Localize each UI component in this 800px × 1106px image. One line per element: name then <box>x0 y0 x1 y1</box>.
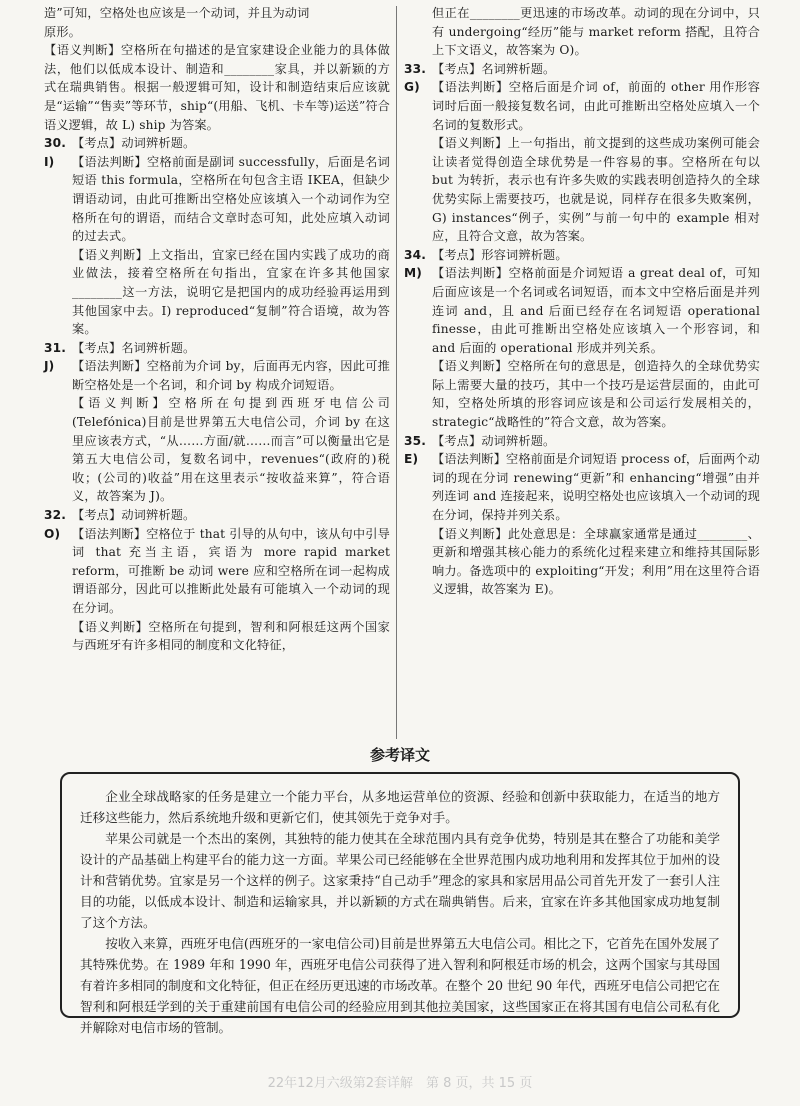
semantic-analysis: 【语义判断】空格所在句描述的是宜家建设企业能力的具体做法，他们以低成本设计、制造和________家具，并以新颖的方式在瑞典销售。根据一般逻辑可知，设计和制造结束后应该就是“运输”“售卖”等环节，ship“(用船、飞机、卡车等)运送”符合语义逻辑，故 L) ship 为答案。 <box>44 43 390 132</box>
semantic-analysis: 【语义判断】空格所在句提到，智利和阿根廷这两个国家与西班牙有许多相同的制度和文化特征， <box>72 619 390 653</box>
continued-text-line: 造”可知，空格处也应该是一个动词，并且为动词 <box>44 6 310 20</box>
question-topic: 【考点】动词辨析题。 <box>432 433 556 448</box>
question-topic: 【考点】动词辨析题。 <box>72 136 196 151</box>
answer-letter: I) <box>44 154 55 169</box>
answer-letter: M) <box>404 266 422 281</box>
grammar-analysis: 【语法判断】空格前为介词 by，后面再无内容，因此可推断空格处是一个名词，和介词 by 构成介词短语。 <box>72 359 390 392</box>
question-number: 32. <box>44 508 67 523</box>
translation-box <box>60 772 740 1035</box>
right-column <box>404 4 760 599</box>
question-32-heading <box>44 506 390 525</box>
question-32-grammar <box>44 525 390 618</box>
continued-text-line: 原形。 <box>44 24 82 39</box>
question-31-heading <box>44 339 390 358</box>
answer-letter: G) <box>404 80 420 95</box>
continued-text <box>44 4 390 41</box>
translation-paragraph: 按收入来算，西班牙电信(西班牙的一家电信公司)目前是世界第五大电信公司。相比之下，它首先在国外发展了其特殊优势。在 1989 年和 1990 年，西班牙电信公司获得了进入智利和阿根廷市场的机会，这两个国家与其母国有着许多相同的制度和文化特征，但正在经历更迅速的市场改革。在整个 20 世纪 90 年代，西班牙电信公司把它在智利和阿根廷学到的关于重建前国有电信公司的经验应用到其他拉美国家，这些国家正在将其国有电信公司私有化并解除对电信市场的管制。 <box>80 936 720 1035</box>
semantic-analysis: 【语义判断】上文指出，宜家已经在国内实践了成功的商业做法，接着空格所在句指出，宜家在许多其他国家________这一方法，说明它是把国内的成功经验再运用到其他国家中去。I) reproduced“复制”符合语境，故为答案。 <box>72 247 390 337</box>
semantic-analysis: 【语义判断】此处意思是：全球赢家通常是通过________、更新和增强其核心能力的系统化过程来建立和维持其国际影响力。备选项中的 exploiting“开发；利用”用在这里符合语义逻辑，故答案为 E)。 <box>432 526 760 597</box>
question-topic: 【考点】名词辨析题。 <box>432 61 556 76</box>
left-column <box>44 4 390 655</box>
question-number: 35. <box>404 433 427 448</box>
semantic-analysis: 【语义判断】空格所在句提到西班牙电信公司(Telefónica)目前是世界第五大电信公司，介词 by 在这里应该表方式，“从……方面/就……而言”可以衡量出它是第五大电信公司，复数名词中，revenues“(政府的)税收；(公司的)收益”用在这里表示“按收益来算”，符合语义，故答案为 J)。 <box>72 396 390 504</box>
question-30-grammar <box>44 153 390 246</box>
question-30-heading <box>44 134 390 153</box>
answer-letter: J) <box>44 359 55 374</box>
answer-letter: O) <box>44 526 61 541</box>
grammar-analysis: 【语法判断】空格前面是介词短语 a great deal of，可知后面应该是一个名词或名词短语，而本文中空格后面是并列连词 and，且 and 后面已经存在名词短语 operational finesse，由此可推断出空格处应该填入一个形容词，和 and 后面的 operational 形成并列关系。 <box>432 266 760 355</box>
answer-letter: E) <box>404 452 419 467</box>
translation-paragraph: 苹果公司就是一个杰出的案例，其独特的能力使其在全球范围内具有竞争优势，特别是其在整合了功能和美学设计的产品基础上构建平台的能力这一方面。苹果公司已经能够在全世界范围内成功地利用和发挥其位于加州的设计和营销优势。宜家是另一个这样的例子。这家秉持“自己动手”理念的家具和家居用品公司首先开发了一套引人注目的功能，以低成本设计、制造和运输家具，并以新颖的方式在瑞典销售。后来，宜家在许多其他国家成功地复制了这个方法。 <box>80 831 720 930</box>
page-footer: 22年12月六级第2套详解 第 8 页，共 15 页 <box>267 1076 533 1091</box>
question-33-heading <box>404 60 760 79</box>
question-topic: 【考点】动词辨析题。 <box>72 508 196 523</box>
question-34-heading <box>404 246 760 265</box>
grammar-analysis: 【语法判断】空格前面是介词短语 process of，后面两个动词的现在分词 renewing“更新”和 enhancing“增强”由并列连词 and 连接起来，说明空格处也应该填入一个动词的现在分词，保持并列关系。 <box>432 452 760 523</box>
translation-heading: 参考译文 <box>369 746 430 764</box>
semantic-analysis: 【语义判断】上一句指出，前文提到的这些成功案例可能会让读者觉得创造全球优势是一件容易的事。空格所在句以 but 为转折，表示也有许多失败的实践表明创造持久的全球优势实际上需要技巧，也就是说，同样存在很多失败案例，G) instances“例子，实例”与前一句中的 example 相对应，且符合文意，故为答案。 <box>432 136 760 244</box>
question-35-grammar <box>404 450 760 524</box>
grammar-analysis: 【语法判断】空格后面是介词 of，前面的 other 用作形容词时后面一般接复数名词，由此可推断出空格处应填入一个名词的复数形式。 <box>432 80 760 132</box>
translation-paragraph: 企业全球战略家的任务是建立一个能力平台，从多地运营单位的资源、经验和创新中获取能力，在适当的地方迁移这些能力，然后系统地升级和更新它们，使其领先于竞争对手。 <box>80 789 720 825</box>
continued-text: 但正在________更迅速的市场改革。动词的现在分词中，只有 undergoing“经历”能与 market reform 搭配，且符合上下文语义，故答案为 O)。 <box>432 6 760 58</box>
question-number: 31. <box>44 340 67 355</box>
grammar-analysis: 【语法判断】空格位于 that 引导的从句中，该从句中引导词 that 充当主语，宾语为 more rapid market reform，可推断 be 动词 were 应和空格所在词一起构成谓语部分，因此可以推断此处最有可能填入一个动词的现在分词。 <box>72 526 390 615</box>
question-number: 30. <box>44 136 67 151</box>
question-number: 34. <box>404 247 427 262</box>
question-topic: 【考点】名词辨析题。 <box>72 340 196 355</box>
question-number: 33. <box>404 61 427 76</box>
column-divider <box>396 6 397 739</box>
semantic-analysis: 【语义判断】空格所在句的意思是，创造持久的全球优势实际上需要大量的技巧，其中一个技巧是运营层面的，由此可知，空格处所填的形容词应该是和公司运行发展相关的，strategic“战略性的”符合文意，故为答案。 <box>432 359 760 430</box>
question-31-grammar <box>44 357 390 394</box>
question-35-heading <box>404 432 760 451</box>
question-34-grammar <box>404 264 760 357</box>
question-33-grammar <box>404 78 760 134</box>
grammar-analysis: 【语法判断】空格前面是副词 successfully，后面是名词短语 this formula，空格所在句包含主语 IKEA，但缺少谓语动词，由此可推断出空格处应该填入一个动词作为空格所在句的谓语，而结合文章时态可知，此处应填入动词的过去式。 <box>72 154 390 244</box>
question-topic: 【考点】形容词辨析题。 <box>432 247 568 262</box>
